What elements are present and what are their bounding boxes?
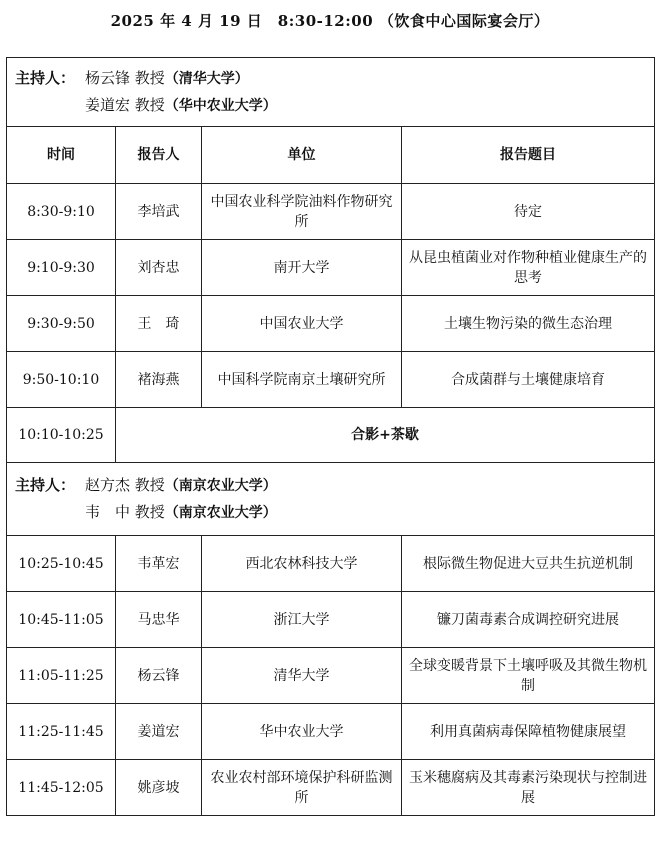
column-header-speaker: 报告人 bbox=[116, 127, 202, 184]
time-cell: 10:45-11:05 bbox=[7, 592, 116, 648]
topic-cell: 玉米穗腐病及其毒素污染现状与控制进展 bbox=[402, 760, 655, 816]
unit-cell: 清华大学 bbox=[202, 648, 402, 704]
speaker-cell: 姜道宏 bbox=[116, 704, 202, 760]
table-row bbox=[7, 184, 655, 240]
table-row bbox=[7, 760, 655, 816]
session2-host-cell bbox=[7, 463, 655, 536]
session2-host-line-2 bbox=[15, 499, 646, 526]
column-header-unit: 单位 bbox=[202, 127, 402, 184]
session1-host-line-1 bbox=[15, 65, 646, 92]
session1-host-row bbox=[7, 58, 655, 127]
speaker-cell: 王 琦 bbox=[116, 296, 202, 352]
unit-cell: 西北农林科技大学 bbox=[202, 536, 402, 592]
unit-cell: 农业农村部环境保护科研监测所 bbox=[202, 760, 402, 816]
session2-host-line-1 bbox=[15, 472, 646, 499]
time-cell: 8:30-9:10 bbox=[7, 184, 116, 240]
break-row bbox=[7, 408, 655, 463]
topic-cell: 根际微生物促进大豆共生抗逆机制 bbox=[402, 536, 655, 592]
topic-cell: 待定 bbox=[402, 184, 655, 240]
topic-cell: 土壤生物污染的微生态治理 bbox=[402, 296, 655, 352]
topic-cell: 镰刀菌毒素合成调控研究进展 bbox=[402, 592, 655, 648]
speaker-cell: 马忠华 bbox=[116, 592, 202, 648]
host-label: 主持人： bbox=[15, 69, 76, 87]
speaker-cell: 刘杏忠 bbox=[116, 240, 202, 296]
time-cell: 11:05-11:25 bbox=[7, 648, 116, 704]
topic-cell: 利用真菌病毒保障植物健康展望 bbox=[402, 704, 655, 760]
table-row bbox=[7, 648, 655, 704]
topic-cell: 从昆虫植菌业对作物种植业健康生产的思考 bbox=[402, 240, 655, 296]
time-cell: 9:10-9:30 bbox=[7, 240, 116, 296]
host-name: 赵方杰 教授 bbox=[85, 476, 165, 494]
session2-host-row bbox=[7, 463, 655, 536]
speaker-cell: 姚彦坡 bbox=[116, 760, 202, 816]
column-header-topic: 报告题目 bbox=[402, 127, 655, 184]
host-affiliation: （清华大学） bbox=[164, 71, 249, 87]
speaker-cell: 杨云锋 bbox=[116, 648, 202, 704]
break-time-cell: 10:10-10:25 bbox=[7, 408, 116, 463]
time-cell: 9:30-9:50 bbox=[7, 296, 116, 352]
time-cell: 11:45-12:05 bbox=[7, 760, 116, 816]
host-name: 杨云锋 教授 bbox=[85, 69, 165, 87]
unit-cell: 南开大学 bbox=[202, 240, 402, 296]
break-label: 合影+茶歇 bbox=[116, 408, 655, 463]
topic-cell: 合成菌群与土壤健康培育 bbox=[402, 352, 655, 408]
table-row bbox=[7, 352, 655, 408]
page-title: 2025 年 4 月 19 日 8:30-12:00 （饮食中心国际宴会厅） bbox=[110, 12, 550, 30]
speaker-cell: 韦革宏 bbox=[116, 536, 202, 592]
unit-cell: 中国科学院南京土壤研究所 bbox=[202, 352, 402, 408]
host-affiliation: （华中农业大学） bbox=[164, 98, 277, 114]
unit-cell: 浙江大学 bbox=[202, 592, 402, 648]
table-row bbox=[7, 536, 655, 592]
time-cell: 9:50-10:10 bbox=[7, 352, 116, 408]
table-row bbox=[7, 240, 655, 296]
table-row bbox=[7, 592, 655, 648]
schedule-table bbox=[6, 57, 655, 816]
speaker-cell: 李培武 bbox=[116, 184, 202, 240]
speaker-cell: 褚海燕 bbox=[116, 352, 202, 408]
host-affiliation: （南京农业大学） bbox=[164, 478, 277, 494]
time-cell: 10:25-10:45 bbox=[7, 536, 116, 592]
host-label: 主持人： bbox=[15, 476, 76, 494]
unit-cell: 中国农业科学院油料作物研究所 bbox=[202, 184, 402, 240]
column-header-time: 时间 bbox=[7, 127, 116, 184]
host-name: 姜道宏 教授 bbox=[85, 96, 165, 114]
session1-host-cell bbox=[7, 58, 655, 127]
host-affiliation: （南京农业大学） bbox=[164, 505, 277, 521]
session1-host-line-2 bbox=[15, 92, 646, 119]
table-row bbox=[7, 704, 655, 760]
unit-cell: 华中农业大学 bbox=[202, 704, 402, 760]
table-row bbox=[7, 296, 655, 352]
header-row bbox=[7, 127, 655, 184]
unit-cell: 中国农业大学 bbox=[202, 296, 402, 352]
topic-cell: 全球变暖背景下土壤呼吸及其微生物机制 bbox=[402, 648, 655, 704]
time-cell: 11:25-11:45 bbox=[7, 704, 116, 760]
host-name: 韦 中 教授 bbox=[85, 503, 165, 521]
